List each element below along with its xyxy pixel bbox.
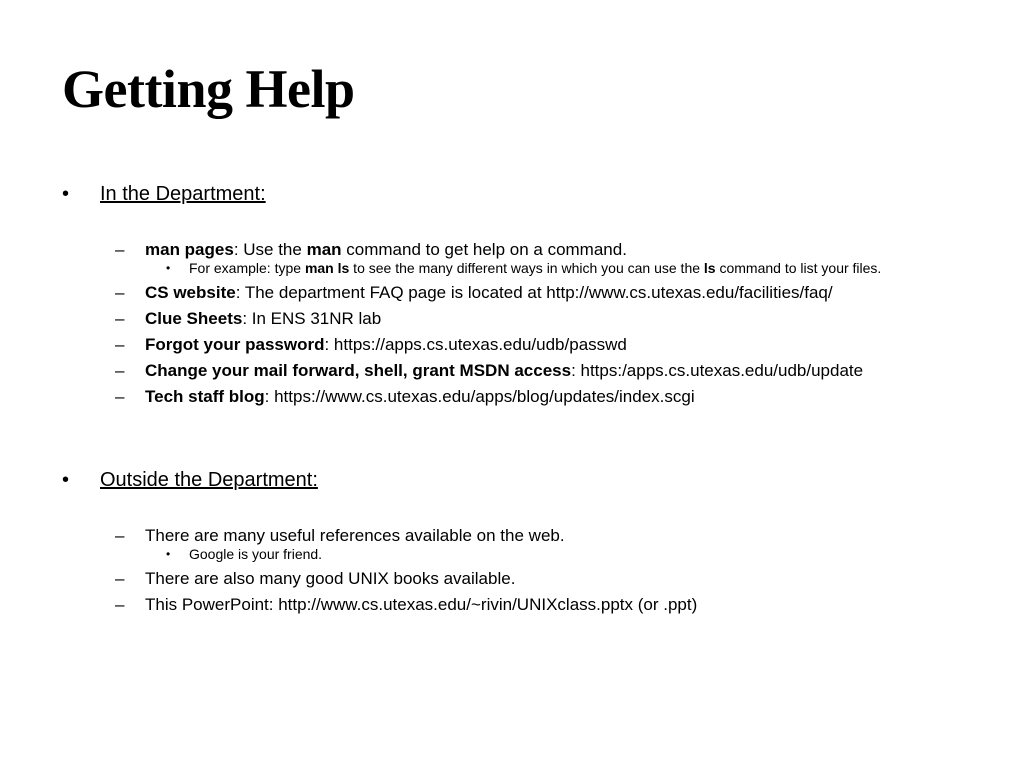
slide-title: Getting Help [62, 59, 355, 119]
item-text: There are also many good UNIX books available. [145, 569, 516, 588]
list-item-forgot-password [62, 335, 982, 361]
bullet-icon: • [62, 469, 70, 491]
dash-icon: – [115, 309, 125, 328]
list-item-cs-website [62, 283, 982, 309]
item-text: command to get help on a command. [341, 240, 627, 259]
sub-item-cmd: man ls [304, 260, 350, 276]
item-text: : In ENS 31NR lab [242, 309, 382, 328]
item-bold: CS website [145, 283, 236, 302]
sub-item-man-ls [62, 260, 982, 277]
item-text: : https://apps.cs.utexas.edu/udb/passwd [324, 335, 627, 354]
dash-icon: – [115, 283, 125, 302]
sub-item-text: Google is your friend. [189, 546, 323, 562]
sub-item-text: For example: type [189, 260, 305, 276]
section-heading [62, 468, 982, 492]
sub-item-google [62, 546, 982, 563]
list-item-tech-staff-blog [62, 387, 982, 413]
dash-icon: – [115, 526, 125, 545]
list-item-clue-sheets [62, 309, 982, 335]
item-text: : https:/apps.cs.utexas.edu/udb/update [571, 361, 864, 380]
section-heading-label: Outside the Department: [100, 469, 318, 491]
sub-bullet-icon: • [166, 261, 171, 275]
item-bold: Clue Sheets [145, 309, 243, 328]
dash-icon: – [115, 569, 125, 588]
item-text: : https://www.cs.utexas.edu/apps/blog/updates/index.scgi [264, 387, 695, 406]
dash-icon: – [115, 361, 125, 380]
item-text: : The department FAQ page is located at http://www.cs.utexas.edu/facilities/faq/ [235, 283, 833, 302]
list-item-change-mail [62, 361, 982, 387]
dash-icon: – [115, 335, 125, 354]
sub-bullet-icon: • [166, 547, 171, 561]
sub-item-text: command to list your files. [715, 260, 882, 276]
item-bold: man pages [145, 240, 234, 259]
section-outside-department [62, 468, 982, 621]
section-heading [62, 182, 982, 206]
item-bold: Tech staff blog [145, 387, 265, 406]
item-text: There are many useful references available on the web. [145, 526, 565, 545]
section-heading-label: In the Department: [100, 183, 266, 205]
item-text: : Use the [233, 240, 307, 259]
section-in-department [62, 182, 982, 413]
list-item-unix-books [62, 569, 982, 595]
dash-icon: – [115, 387, 125, 406]
item-text: This PowerPoint: http://www.cs.utexas.edu/~rivin/UNIXclass.pptx (or .ppt) [145, 595, 698, 614]
item-cmd: man [306, 240, 342, 259]
list-item-powerpoint [62, 595, 982, 621]
dash-icon: – [115, 240, 125, 259]
item-bold: Forgot your password [145, 335, 325, 354]
sub-item-text: to see the many different ways in which you can use the [349, 260, 704, 276]
sub-item-cmd: ls [703, 260, 716, 276]
item-bold: Change your mail forward, shell, grant MSDN access [145, 361, 572, 380]
bullet-icon: • [62, 183, 70, 205]
dash-icon: – [115, 595, 125, 614]
